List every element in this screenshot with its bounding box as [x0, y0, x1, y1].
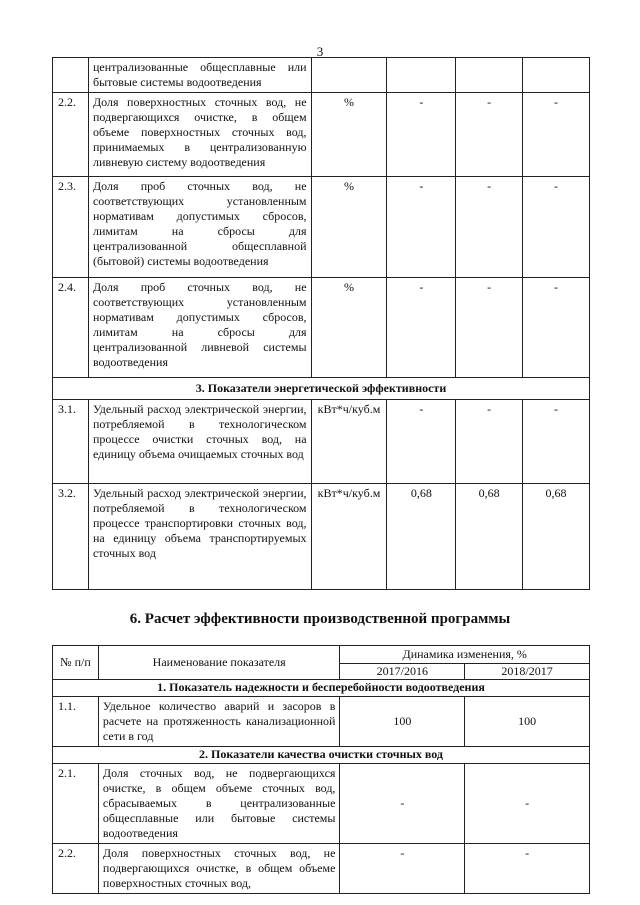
- row-value-2: 100: [465, 697, 590, 747]
- row-value-2: -: [456, 177, 523, 278]
- row-unit: кВт*ч/куб.м: [311, 400, 387, 484]
- row-value-2: 0,68: [456, 484, 523, 590]
- indicators-table: [52, 57, 590, 590]
- row-value-2: -: [456, 93, 523, 177]
- row-unit: %: [311, 278, 387, 378]
- efficiency-table: [52, 645, 590, 894]
- row-description: Удельный расход электрической энергии, потребляемой в технологическом процессе очистки сточных вод, на единицу объема очищаемых сточных вод: [88, 400, 311, 484]
- header-num: № п/п: [53, 646, 99, 680]
- row-value-1: -: [387, 93, 456, 177]
- row-unit: %: [311, 177, 387, 278]
- row-description: Удельное количество аварий и засоров в расчете на протяженность канализационной сети в год: [98, 697, 340, 747]
- row-description: Доля проб сточных вод, не соответствующих установленным нормативам допустимых сбросов, лимитам на сбросы для централизованной общесплавной (бытовой) системы водоотведения: [88, 177, 311, 278]
- section-title: 1. Показатель надежности и бесперебойности водоотведения: [53, 680, 590, 697]
- row-number: [53, 58, 89, 93]
- row-description: Доля поверхностных сточных вод, не подвергающихся очистке, в общем объеме поверхностных сточных вод, принимаемых в централизованную ливневую систему водоотведения: [88, 93, 311, 177]
- row-value-2: -: [456, 278, 523, 378]
- row-unit: [311, 58, 387, 93]
- row-description: Доля поверхностных сточных вод, не подвергающихся очистке, в общем объеме поверхностных сточных вод,: [98, 844, 340, 894]
- row-value-1: -: [387, 400, 456, 484]
- row-description: Удельный расход электрической энергии, потребляемой в технологическом процессе транспортировки сточных вод, на единицу объема транспортируемых сточных вод: [88, 484, 311, 590]
- row-value-1: -: [340, 844, 465, 894]
- row-number: 2.2.: [53, 93, 89, 177]
- row-number: 2.2.: [53, 844, 99, 894]
- row-value-1: 0,68: [387, 484, 456, 590]
- table-row: [53, 484, 590, 590]
- row-value-3: 0,68: [523, 484, 590, 590]
- row-number: 3.2.: [53, 484, 89, 590]
- row-value-1: [387, 58, 456, 93]
- table-row: [53, 58, 590, 93]
- section-title: 2. Показатели качества очистки сточных вод: [53, 747, 590, 764]
- row-value-2: -: [465, 844, 590, 894]
- table-row: [53, 844, 590, 894]
- section-row: [53, 747, 590, 764]
- row-unit: %: [311, 93, 387, 177]
- table-row: [53, 764, 590, 844]
- row-number: 3.1.: [53, 400, 89, 484]
- row-value-3: -: [523, 400, 590, 484]
- header-col-2018-2017: 2018/2017: [465, 664, 590, 680]
- header-col-2017-2016: 2017/2016: [340, 664, 465, 680]
- row-description: Доля сточных вод, не подвергающихся очистке, в общем объеме сточных вод, сбрасываемых в централизованные общесплавные или бытовые системы водоотведения: [98, 764, 340, 844]
- row-unit: кВт*ч/куб.м: [311, 484, 387, 590]
- table-row: [53, 278, 590, 378]
- page-number: 3: [316, 44, 324, 59]
- row-value-1: -: [387, 177, 456, 278]
- table-row: [53, 177, 590, 278]
- row-value-3: [523, 58, 590, 93]
- row-value-3: -: [523, 177, 590, 278]
- section-title: 3. Показатели энергетической эффективности: [53, 378, 590, 400]
- table-row: [53, 93, 590, 177]
- row-value-3: -: [523, 93, 590, 177]
- row-value-2: -: [465, 764, 590, 844]
- row-number: 2.1.: [53, 764, 99, 844]
- section-row: [53, 680, 590, 697]
- row-description: Доля проб сточных вод, не соответствующих установленным нормативам допустимых сбросов, лимитам на сбросы для централизованной ливневой системы водоотведения: [88, 278, 311, 378]
- header-dynamics: Динамика изменения, %: [340, 646, 590, 664]
- table-row: [53, 400, 590, 484]
- row-value-2: [456, 58, 523, 93]
- table-row: [53, 697, 590, 747]
- section-6-heading: 6. Расчет эффективности производственной программы: [129, 611, 511, 627]
- row-number: 1.1.: [53, 697, 99, 747]
- row-value-1: -: [387, 278, 456, 378]
- row-value-1: 100: [340, 697, 465, 747]
- row-value-2: -: [456, 400, 523, 484]
- row-value-1: -: [340, 764, 465, 844]
- efficiency-table-header: [53, 646, 590, 664]
- section-row: [53, 378, 590, 400]
- row-value-3: -: [523, 278, 590, 378]
- row-number: 2.4.: [53, 278, 89, 378]
- row-number: 2.3.: [53, 177, 89, 278]
- header-name: Наименование показателя: [98, 646, 340, 680]
- row-description: централизованные общесплавные или бытовые системы водоотведения: [88, 58, 311, 93]
